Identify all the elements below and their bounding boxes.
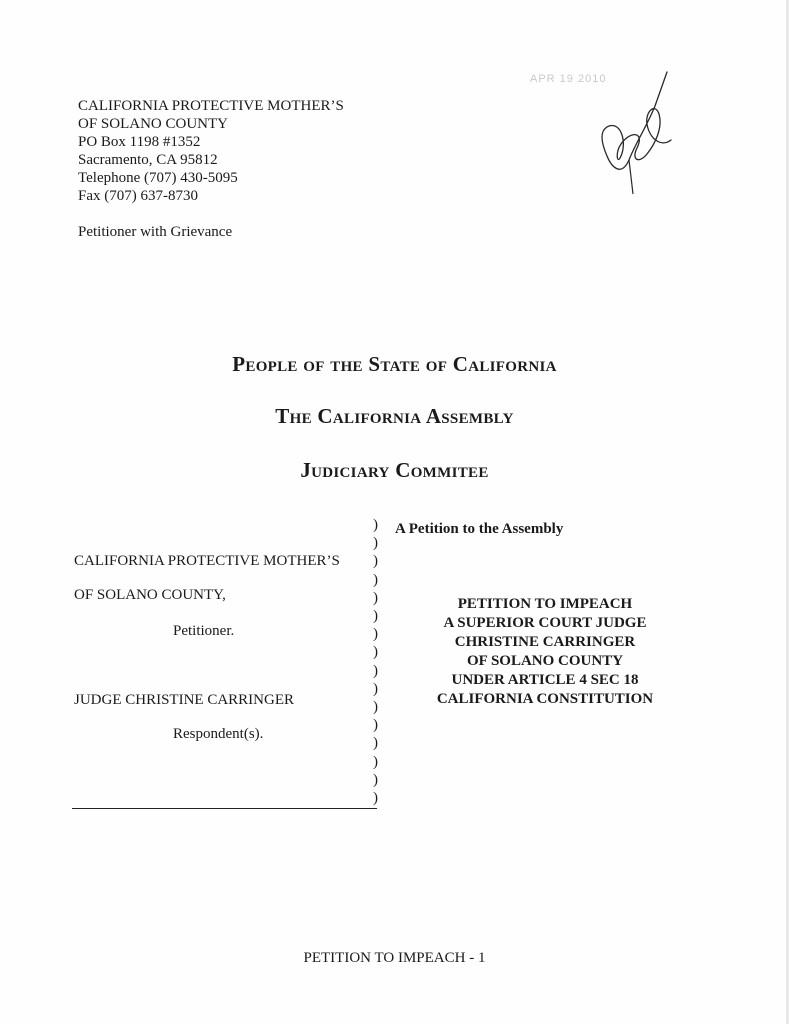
caption-paren-column xyxy=(373,516,378,807)
paren-mark: ) xyxy=(373,589,378,606)
respondent-label: Respondent(s). xyxy=(173,726,264,742)
petition-title-line: CALIFORNIA CONSTITUTION xyxy=(436,691,654,707)
paren-mark: ) xyxy=(373,680,378,697)
paren-mark: ) xyxy=(373,717,378,734)
heading-california-assembly: The California Assembly xyxy=(275,404,514,428)
paren-mark: ) xyxy=(373,699,378,716)
petition-title-line: CHRISTINE CARRINGER xyxy=(454,634,636,650)
petitioner-label: Petitioner. xyxy=(173,623,235,639)
address-line: Fax (707) 637-8730 xyxy=(78,188,198,204)
respondent-name: JUDGE CHRISTINE CARRINGER xyxy=(74,692,295,708)
received-stamp: APR 19 2010 xyxy=(530,73,607,85)
petition-title-line: UNDER ARTICLE 4 SEC 18 xyxy=(451,672,639,688)
caption-underline xyxy=(72,808,377,809)
petition-title-line: PETITION TO IMPEACH xyxy=(457,596,633,612)
page-footer: PETITION TO IMPEACH - 1 xyxy=(303,950,486,966)
paren-mark: ) xyxy=(373,790,378,807)
petition-title-line: OF SOLANO COUNTY xyxy=(466,653,624,669)
paren-mark: ) xyxy=(373,571,378,588)
address-line: Telephone (707) 430-5095 xyxy=(78,170,238,186)
petition-to-assembly: A Petition to the Assembly xyxy=(395,521,564,537)
paren-mark: ) xyxy=(373,535,378,552)
paren-mark: ) xyxy=(373,553,378,570)
address-line: CALIFORNIA PROTECTIVE MOTHER’S xyxy=(78,98,344,114)
paren-mark: ) xyxy=(373,626,378,643)
address-line: OF SOLANO COUNTY xyxy=(78,116,229,132)
paren-mark: ) xyxy=(373,771,378,788)
paren-mark: ) xyxy=(373,644,378,661)
petitioner-name-line2: OF SOLANO COUNTY, xyxy=(74,587,226,603)
petition-title-line: A SUPERIOR COURT JUDGE xyxy=(443,615,647,631)
paren-mark: ) xyxy=(373,735,378,752)
petition-title-block xyxy=(413,595,677,709)
paren-mark: ) xyxy=(373,608,378,625)
paren-mark: ) xyxy=(373,753,378,770)
address-line: PO Box 1198 #1352 xyxy=(78,134,201,150)
address-line: Sacramento, CA 95812 xyxy=(78,152,218,168)
petitioner-address-block xyxy=(78,97,344,205)
paren-mark: ) xyxy=(373,662,378,679)
signature-icon xyxy=(575,68,685,198)
heading-judiciary-committee: Judiciary Commitee xyxy=(300,458,489,482)
petitioner-name-line1: CALIFORNIA PROTECTIVE MOTHER’S xyxy=(74,553,340,569)
petitioner-role: Petitioner with Grievance xyxy=(78,224,233,240)
heading-people-of-state: People of the State of California xyxy=(232,352,557,376)
paren-mark: ) xyxy=(373,517,378,533)
